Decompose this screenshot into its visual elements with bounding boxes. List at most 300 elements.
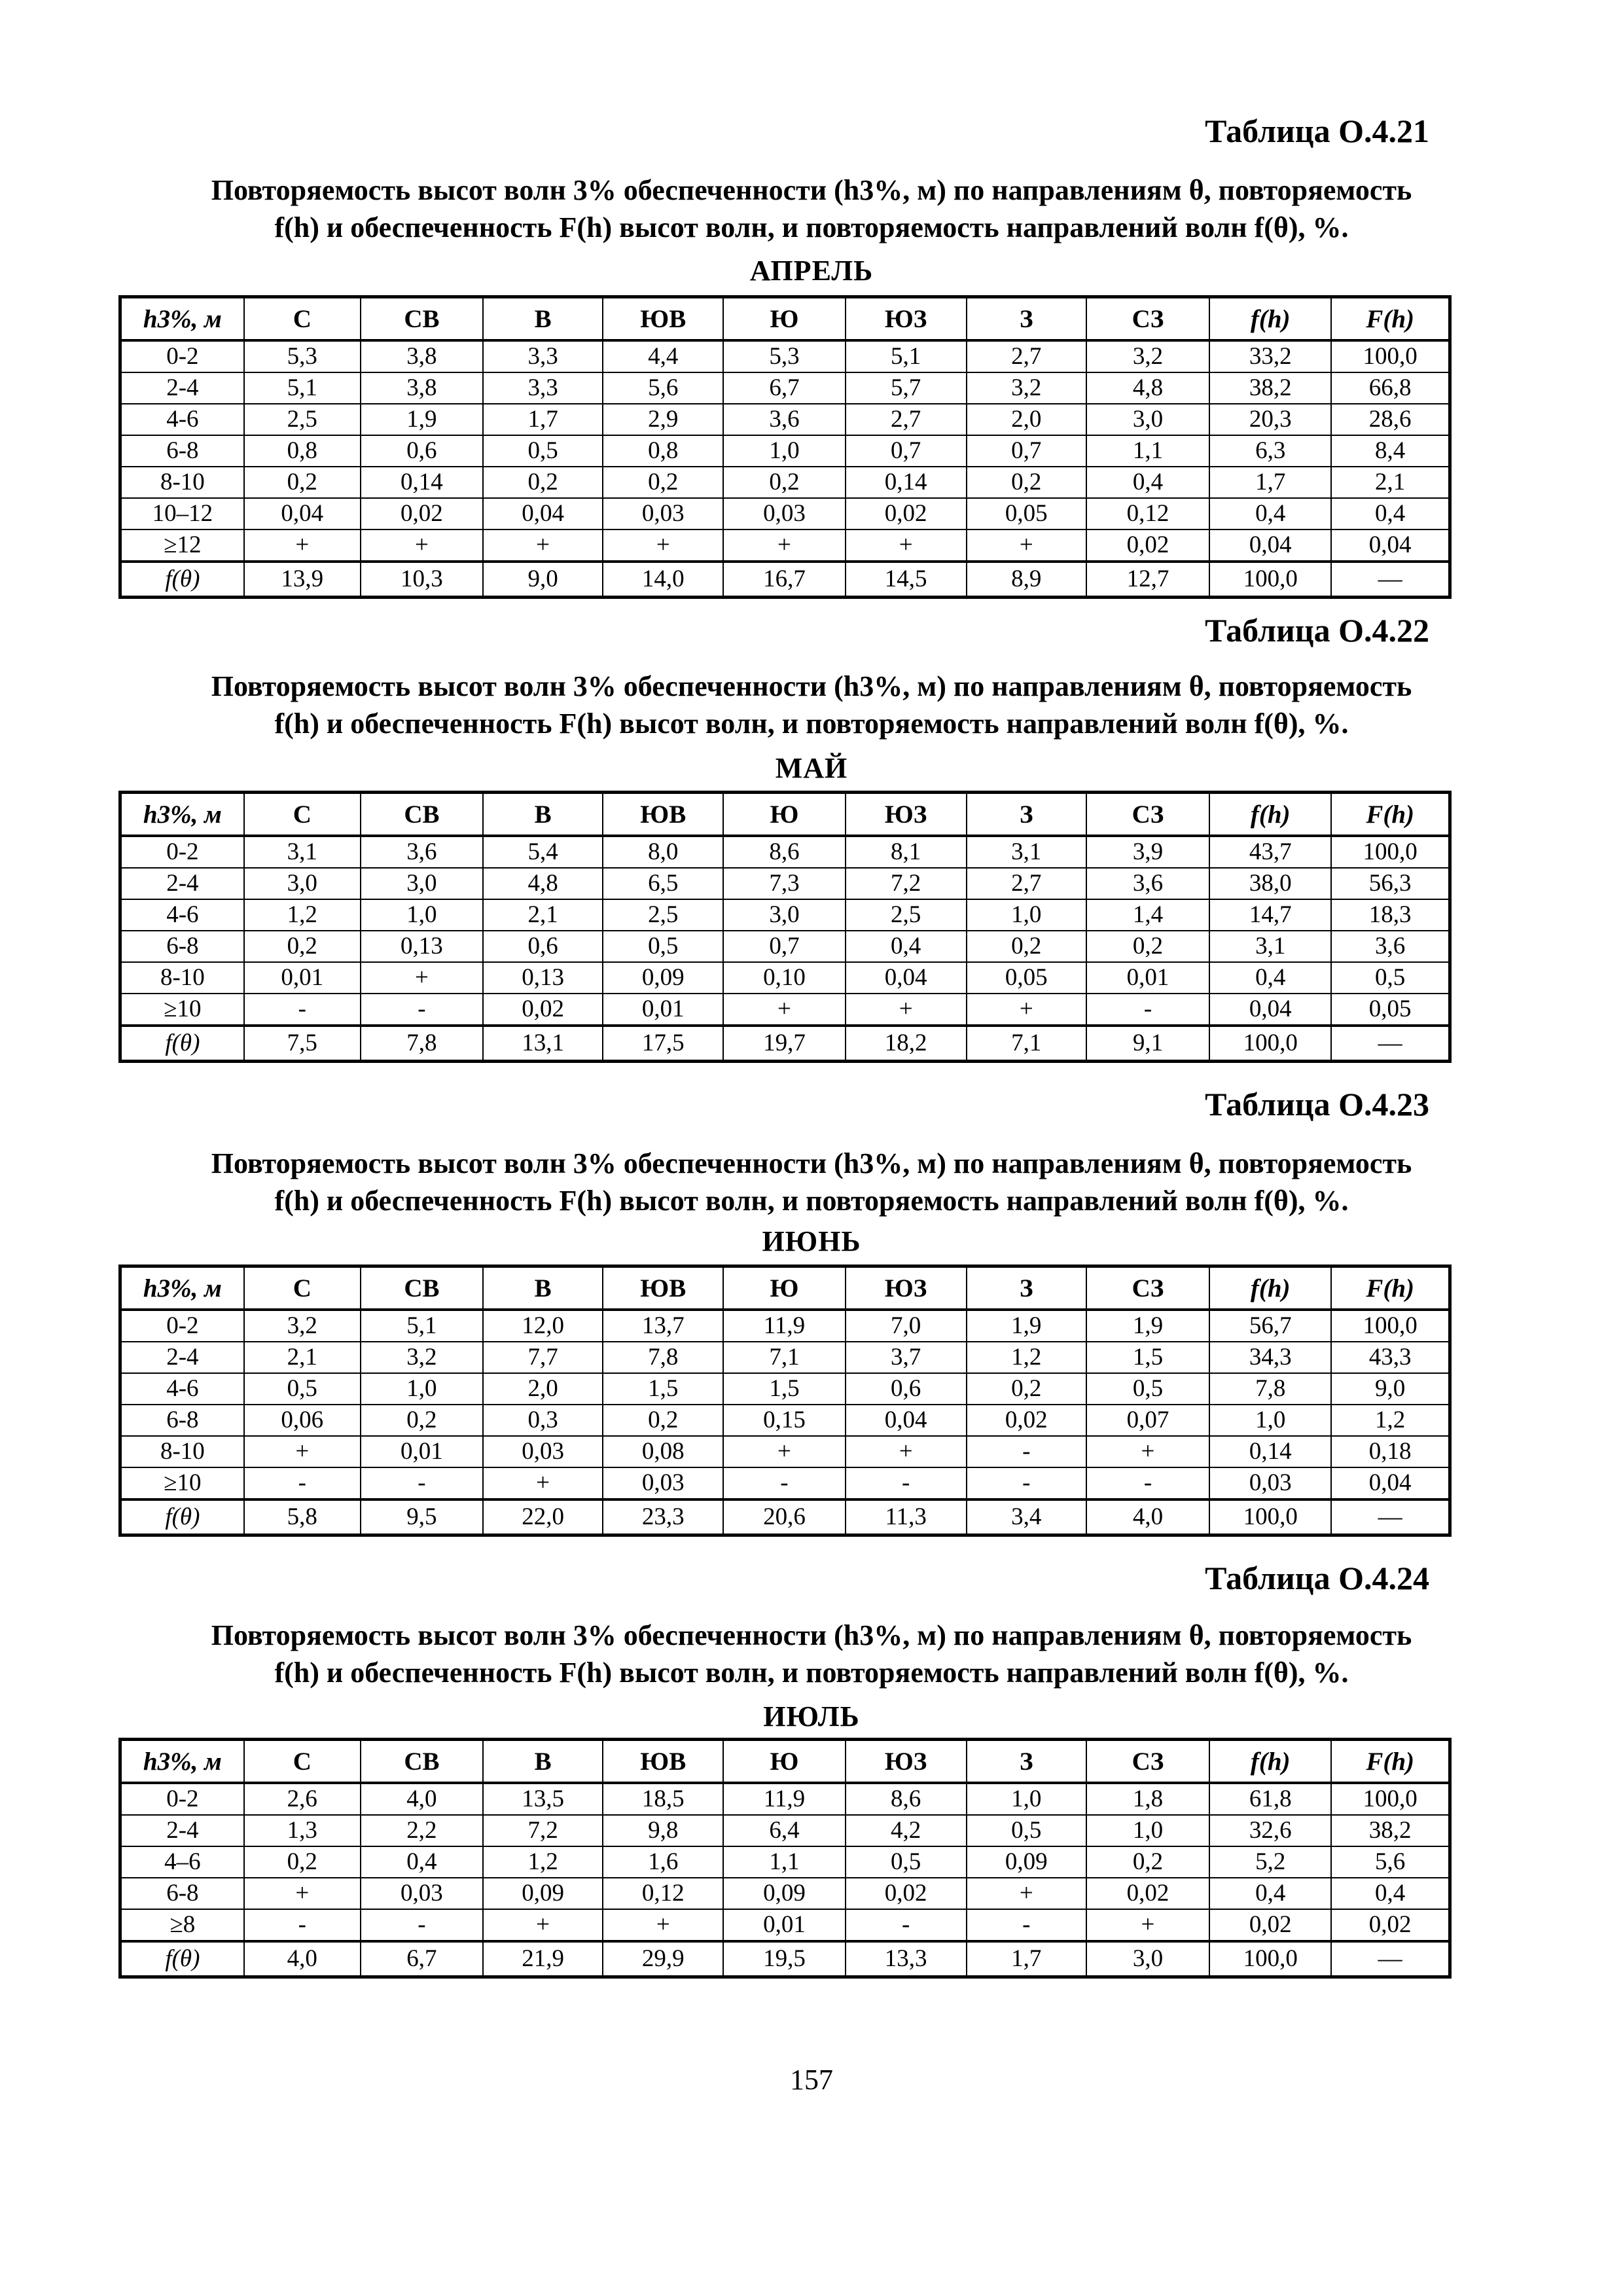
footer-cell: 100,0 xyxy=(1209,1499,1331,1535)
column-header: ЮЗ xyxy=(846,297,967,341)
table-cell: 3,6 xyxy=(1331,931,1450,962)
footer-cell: 1,7 xyxy=(967,1941,1086,1977)
footer-label: f(θ) xyxy=(120,1026,244,1062)
table-cell: 0,4 xyxy=(1209,1878,1331,1909)
table-cell: 56,7 xyxy=(1209,1310,1331,1342)
column-header: h3%, м xyxy=(120,793,244,836)
table-cell: - xyxy=(244,1909,361,1941)
column-header: С xyxy=(244,297,361,341)
table-cell: 100,0 xyxy=(1331,1310,1450,1342)
table-row xyxy=(120,1342,1450,1373)
table-row xyxy=(120,994,1450,1026)
column-header: В xyxy=(483,793,603,836)
table-cell: 1,9 xyxy=(1086,1310,1209,1342)
row-label: ≥10 xyxy=(120,1467,244,1499)
table-header-row xyxy=(120,297,1450,341)
column-header: С xyxy=(244,793,361,836)
table-cell: + xyxy=(603,529,723,562)
table-cell: + xyxy=(483,1467,603,1499)
column-header: ЮЗ xyxy=(846,1740,967,1784)
table-cell: 0,03 xyxy=(1209,1467,1331,1499)
footer-cell: 18,2 xyxy=(846,1026,967,1062)
column-header: F(h) xyxy=(1331,1740,1450,1784)
column-header: СВ xyxy=(361,297,483,341)
table-cell: 100,0 xyxy=(1331,836,1450,868)
table-row xyxy=(120,372,1450,404)
table-cell: 0,7 xyxy=(723,931,845,962)
table-cell: 0,02 xyxy=(483,994,603,1026)
table-row xyxy=(120,529,1450,562)
table-cell: 7,7 xyxy=(483,1342,603,1373)
table-cell: 3,7 xyxy=(846,1342,967,1373)
footer-cell: 9,0 xyxy=(483,562,603,598)
row-label: 0-2 xyxy=(120,1783,244,1815)
table-cell: 0,05 xyxy=(967,498,1086,529)
table-cell: 3,2 xyxy=(361,1342,483,1373)
table-cell: 3,2 xyxy=(244,1310,361,1342)
table-cell: 0,4 xyxy=(1331,498,1450,529)
column-header: З xyxy=(967,1740,1086,1784)
table-cell: 8,4 xyxy=(1331,435,1450,467)
footer-cell: 29,9 xyxy=(603,1941,723,1977)
row-label: 6-8 xyxy=(120,435,244,467)
column-header: СЗ xyxy=(1086,1740,1209,1784)
table-cell: 0,7 xyxy=(846,435,967,467)
table-cell: - xyxy=(967,1467,1086,1499)
table-cell: 0,5 xyxy=(483,435,603,467)
table-cell: 0,8 xyxy=(244,435,361,467)
table-cell: 0,04 xyxy=(1331,529,1450,562)
table-cell: 0,04 xyxy=(846,962,967,994)
footer-label: f(θ) xyxy=(120,1941,244,1977)
row-label: 2-4 xyxy=(120,868,244,899)
table-cell: 0,2 xyxy=(967,1373,1086,1405)
row-label: 4-6 xyxy=(120,899,244,931)
table-cell: 0,05 xyxy=(967,962,1086,994)
table-cell: 0,12 xyxy=(1086,498,1209,529)
table-cell: 6,5 xyxy=(603,868,723,899)
table-cell: 0,7 xyxy=(967,435,1086,467)
table-cell: 6,7 xyxy=(723,372,845,404)
table-cell: 0,2 xyxy=(603,1405,723,1436)
table-cell: 1,3 xyxy=(244,1815,361,1846)
footer-cell: 23,3 xyxy=(603,1499,723,1535)
table-cell: 13,7 xyxy=(603,1310,723,1342)
column-header: F(h) xyxy=(1331,793,1450,836)
table-cell: 7,8 xyxy=(603,1342,723,1373)
table-cell: 1,2 xyxy=(483,1846,603,1878)
column-header: С xyxy=(244,1266,361,1310)
footer-cell: 14,5 xyxy=(846,562,967,598)
footer-cell: 3,0 xyxy=(1086,1941,1209,1977)
table-cell: 1,2 xyxy=(244,899,361,931)
table-cell: + xyxy=(1086,1909,1209,1941)
column-header: Ю xyxy=(723,297,845,341)
table-number: Таблица О.4.24 xyxy=(1205,1560,1429,1596)
column-header: ЮЗ xyxy=(846,1266,967,1310)
column-header: h3%, м xyxy=(120,297,244,341)
column-header: Ю xyxy=(723,793,845,836)
table-cell: 3,1 xyxy=(967,836,1086,868)
table-cell: 0,01 xyxy=(244,962,361,994)
table-cell: + xyxy=(967,994,1086,1026)
table-cell: 1,0 xyxy=(967,1783,1086,1815)
table-cell: 2,2 xyxy=(361,1815,483,1846)
table-cell: 18,3 xyxy=(1331,899,1450,931)
table-cell: 4,8 xyxy=(483,868,603,899)
column-header: ЮВ xyxy=(603,1740,723,1784)
table-cell: 0,13 xyxy=(483,962,603,994)
row-label: 0-2 xyxy=(120,1310,244,1342)
table-cell: 1,5 xyxy=(723,1373,845,1405)
table-cell: 3,8 xyxy=(361,372,483,404)
table-cell: - xyxy=(846,1467,967,1499)
column-header: З xyxy=(967,297,1086,341)
table-cell: + xyxy=(361,529,483,562)
footer-label: f(θ) xyxy=(120,1499,244,1535)
footer-cell: — xyxy=(1331,562,1450,598)
table-cell: + xyxy=(244,529,361,562)
table-cell: 0,04 xyxy=(846,1405,967,1436)
table-cell: 11,9 xyxy=(723,1783,845,1815)
table-row xyxy=(120,868,1450,899)
column-header: F(h) xyxy=(1331,297,1450,341)
table-cell: 1,9 xyxy=(361,404,483,435)
table-cell: 3,0 xyxy=(361,868,483,899)
table-cell: 0,2 xyxy=(967,467,1086,498)
table-caption xyxy=(118,171,1505,246)
table-row xyxy=(120,404,1450,435)
caption-line-1: Повторяемость высот волн 3% обеспеченности (h3%, м) по направлениям θ, повторяемость xyxy=(211,670,1412,702)
table-cell: 0,5 xyxy=(603,931,723,962)
row-label: 4-6 xyxy=(120,404,244,435)
table-cell: 1,2 xyxy=(967,1342,1086,1373)
table-cell: 3,1 xyxy=(1209,931,1331,962)
caption-line-1: Повторяемость высот волн 3% обеспеченности (h3%, м) по направлениям θ, повторяемость xyxy=(211,1619,1412,1651)
table-cell: 0,2 xyxy=(723,467,845,498)
table-cell: 0,05 xyxy=(1331,994,1450,1026)
footer-cell: 9,1 xyxy=(1086,1026,1209,1062)
table-cell: 9,0 xyxy=(1331,1373,1450,1405)
table-cell: 5,1 xyxy=(361,1310,483,1342)
table-cell: 7,1 xyxy=(723,1342,845,1373)
table-cell: 1,5 xyxy=(1086,1342,1209,1373)
column-header: СВ xyxy=(361,1740,483,1784)
table-cell: 0,09 xyxy=(483,1878,603,1909)
wave-table xyxy=(118,791,1452,1063)
table-cell: - xyxy=(361,994,483,1026)
table-cell: - xyxy=(361,1909,483,1941)
table-cell: 5,6 xyxy=(603,372,723,404)
table-cell: 1,0 xyxy=(1086,1815,1209,1846)
table-cell: 1,1 xyxy=(1086,435,1209,467)
table-row xyxy=(120,1467,1450,1499)
table-cell: 61,8 xyxy=(1209,1783,1331,1815)
table-cell: 0,06 xyxy=(244,1405,361,1436)
table-header-row xyxy=(120,793,1450,836)
table-cell: 0,12 xyxy=(603,1878,723,1909)
wave-table xyxy=(118,1738,1452,1979)
row-label: 0-2 xyxy=(120,340,244,372)
table-cell: 1,9 xyxy=(967,1310,1086,1342)
table-cell: 7,3 xyxy=(723,868,845,899)
table-cell: 5,3 xyxy=(723,340,845,372)
column-header: СЗ xyxy=(1086,793,1209,836)
row-label: 8-10 xyxy=(120,962,244,994)
column-header: ЮЗ xyxy=(846,793,967,836)
table-cell: 3,1 xyxy=(244,836,361,868)
table-cell: 1,4 xyxy=(1086,899,1209,931)
footer-cell: 100,0 xyxy=(1209,1941,1331,1977)
table-cell: 6,3 xyxy=(1209,435,1331,467)
table-cell: 0,04 xyxy=(1209,529,1331,562)
table-cell: 0,4 xyxy=(1209,962,1331,994)
table-cell: 3,3 xyxy=(483,372,603,404)
table-cell: 0,02 xyxy=(1086,529,1209,562)
table-cell: 0,6 xyxy=(483,931,603,962)
table-cell: + xyxy=(846,529,967,562)
table-row xyxy=(120,1846,1450,1878)
table-cell: 1,0 xyxy=(361,899,483,931)
footer-cell: 13,9 xyxy=(244,562,361,598)
table-cell: - xyxy=(1086,1467,1209,1499)
table-cell: 5,1 xyxy=(244,372,361,404)
table-cell: 8,6 xyxy=(723,836,845,868)
table-cell: + xyxy=(723,994,845,1026)
table-row xyxy=(120,899,1450,931)
footer-cell: 10,3 xyxy=(361,562,483,598)
table-cell: 0,4 xyxy=(1086,467,1209,498)
row-label: ≥12 xyxy=(120,529,244,562)
table-cell: + xyxy=(603,1909,723,1941)
footer-cell: 100,0 xyxy=(1209,1026,1331,1062)
caption-line-2: f(h) и обеспеченность F(h) высот волн, и повторяемость направлений волн f(θ), %. xyxy=(274,1185,1349,1217)
table-cell: 1,7 xyxy=(1209,467,1331,498)
table-cell: 34,3 xyxy=(1209,1342,1331,1373)
table-cell: 2,7 xyxy=(846,404,967,435)
table-cell: 5,6 xyxy=(1331,1846,1450,1878)
table-cell: 0,04 xyxy=(1331,1467,1450,1499)
table-cell: 1,6 xyxy=(603,1846,723,1878)
table-cell: 0,04 xyxy=(244,498,361,529)
footer-cell: 7,1 xyxy=(967,1026,1086,1062)
table-cell: 2,9 xyxy=(603,404,723,435)
table-cell: 6,4 xyxy=(723,1815,845,1846)
table-number: Таблица О.4.22 xyxy=(1205,612,1429,649)
table-caption xyxy=(118,668,1505,742)
table-caption xyxy=(118,1145,1505,1219)
table-cell: 0,03 xyxy=(723,498,845,529)
row-label: 0-2 xyxy=(120,836,244,868)
footer-cell: 7,5 xyxy=(244,1026,361,1062)
table-cell: 32,6 xyxy=(1209,1815,1331,1846)
table-cell: + xyxy=(846,994,967,1026)
footer-cell: 4,0 xyxy=(1086,1499,1209,1535)
table-row xyxy=(120,836,1450,868)
page-number: 157 xyxy=(790,2064,833,2096)
table-cell: 0,15 xyxy=(723,1405,845,1436)
table-cell: 2,1 xyxy=(1331,467,1450,498)
table-cell: 43,7 xyxy=(1209,836,1331,868)
table-cell: + xyxy=(846,1436,967,1467)
table-header-row xyxy=(120,1266,1450,1310)
table-cell: 14,7 xyxy=(1209,899,1331,931)
table-cell: 1,8 xyxy=(1086,1783,1209,1815)
footer-cell: 14,0 xyxy=(603,562,723,598)
row-label: 4-6 xyxy=(120,1373,244,1405)
table-cell: - xyxy=(846,1909,967,1941)
caption-line-2: f(h) и обеспеченность F(h) высот волн, и повторяемость направлений волн f(θ), %. xyxy=(274,708,1349,740)
footer-cell: 22,0 xyxy=(483,1499,603,1535)
footer-cell: 20,6 xyxy=(723,1499,845,1535)
table-header-row xyxy=(120,1740,1450,1784)
table-cell: 0,02 xyxy=(1086,1878,1209,1909)
caption-line-1: Повторяемость высот волн 3% обеспеченности (h3%, м) по направлениям θ, повторяемость xyxy=(211,174,1412,206)
table-cell: + xyxy=(483,529,603,562)
table-cell: 4,8 xyxy=(1086,372,1209,404)
table-row xyxy=(120,962,1450,994)
row-label: 8-10 xyxy=(120,1436,244,1467)
table-cell: 0,01 xyxy=(723,1909,845,1941)
table-cell: 0,5 xyxy=(1331,962,1450,994)
table-cell: 0,4 xyxy=(361,1846,483,1878)
footer-cell: 6,7 xyxy=(361,1941,483,1977)
caption-line-1: Повторяемость высот волн 3% обеспеченности (h3%, м) по направлениям θ, повторяемость xyxy=(211,1147,1412,1179)
table-cell: 43,3 xyxy=(1331,1342,1450,1373)
table-cell: 0,10 xyxy=(723,962,845,994)
table-cell: 0,01 xyxy=(603,994,723,1026)
footer-cell: 13,1 xyxy=(483,1026,603,1062)
column-header: ЮВ xyxy=(603,297,723,341)
footer-cell: — xyxy=(1331,1499,1450,1535)
table-cell: 1,1 xyxy=(723,1846,845,1878)
table-cell: 0,2 xyxy=(483,467,603,498)
table-cell: 0,02 xyxy=(846,1878,967,1909)
table-cell: 7,2 xyxy=(483,1815,603,1846)
table-row xyxy=(120,498,1450,529)
table-cell: + xyxy=(967,529,1086,562)
footer-cell: 4,0 xyxy=(244,1941,361,1977)
table-cell: + xyxy=(1086,1436,1209,1467)
table-cell: 0,2 xyxy=(361,1405,483,1436)
footer-row xyxy=(120,1941,1450,1977)
table-cell: 0,04 xyxy=(1209,994,1331,1026)
footer-cell: 8,9 xyxy=(967,562,1086,598)
table-cell: 2,6 xyxy=(244,1783,361,1815)
row-label: 6-8 xyxy=(120,931,244,962)
table-cell: 5,4 xyxy=(483,836,603,868)
footer-cell: — xyxy=(1331,1941,1450,1977)
table-row xyxy=(120,435,1450,467)
footer-cell: 19,7 xyxy=(723,1026,845,1062)
column-header: В xyxy=(483,1266,603,1310)
column-header: f(h) xyxy=(1209,297,1331,341)
table-cell: 0,02 xyxy=(846,498,967,529)
row-label: ≥8 xyxy=(120,1909,244,1941)
footer-row xyxy=(120,1499,1450,1535)
table-cell: 66,8 xyxy=(1331,372,1450,404)
table-cell: 20,3 xyxy=(1209,404,1331,435)
table-cell: 0,6 xyxy=(846,1373,967,1405)
table-cell: 3,6 xyxy=(1086,868,1209,899)
column-header: f(h) xyxy=(1209,1266,1331,1310)
table-cell: + xyxy=(723,1436,845,1467)
footer-cell: 9,5 xyxy=(361,1499,483,1535)
table-cell: 2,7 xyxy=(967,340,1086,372)
footer-row xyxy=(120,562,1450,598)
table-cell: 2,5 xyxy=(244,404,361,435)
table-cell: 4,0 xyxy=(361,1783,483,1815)
column-header: СЗ xyxy=(1086,297,1209,341)
table-cell: 2,5 xyxy=(846,899,967,931)
column-header: h3%, м xyxy=(120,1266,244,1310)
table-cell: 0,5 xyxy=(846,1846,967,1878)
table-cell: 2,1 xyxy=(244,1342,361,1373)
table-cell: 38,0 xyxy=(1209,868,1331,899)
table-cell: - xyxy=(967,1909,1086,1941)
column-header: f(h) xyxy=(1209,1740,1331,1784)
table-number: Таблица О.4.21 xyxy=(1205,113,1429,149)
table-cell: - xyxy=(1086,994,1209,1026)
footer-cell: 100,0 xyxy=(1209,562,1331,598)
table-cell: 3,2 xyxy=(967,372,1086,404)
table-cell: 0,5 xyxy=(244,1373,361,1405)
table-cell: 8,0 xyxy=(603,836,723,868)
table-cell: 0,03 xyxy=(361,1878,483,1909)
month-heading: ИЮЛЬ xyxy=(763,1700,860,1732)
table-cell: 3,0 xyxy=(244,868,361,899)
table-cell: 9,8 xyxy=(603,1815,723,1846)
table-cell: 0,09 xyxy=(967,1846,1086,1878)
table-cell: 28,6 xyxy=(1331,404,1450,435)
table-cell: 1,0 xyxy=(723,435,845,467)
table-row xyxy=(120,340,1450,372)
table-cell: 3,2 xyxy=(1086,340,1209,372)
table-cell: 0,5 xyxy=(1086,1373,1209,1405)
table-cell: 3,3 xyxy=(483,340,603,372)
table-cell: 0,4 xyxy=(846,931,967,962)
month-heading: ИЮНЬ xyxy=(762,1225,861,1257)
table-cell: 0,04 xyxy=(483,498,603,529)
table-cell: + xyxy=(244,1878,361,1909)
table-cell: - xyxy=(967,1436,1086,1467)
column-header: З xyxy=(967,1266,1086,1310)
table-cell: 5,1 xyxy=(846,340,967,372)
table-cell: 4,2 xyxy=(846,1815,967,1846)
table-cell: 0,2 xyxy=(244,1846,361,1878)
table-cell: 1,0 xyxy=(1209,1405,1331,1436)
footer-cell: 13,3 xyxy=(846,1941,967,1977)
table-cell: 0,4 xyxy=(1331,1878,1450,1909)
table-cell: - xyxy=(244,1467,361,1499)
table-cell: 33,2 xyxy=(1209,340,1331,372)
footer-cell: 7,8 xyxy=(361,1026,483,1062)
table-row xyxy=(120,1783,1450,1815)
table-cell: - xyxy=(723,1467,845,1499)
column-header: СЗ xyxy=(1086,1266,1209,1310)
footer-cell: 17,5 xyxy=(603,1026,723,1062)
table-cell: 5,2 xyxy=(1209,1846,1331,1878)
table-cell: 0,03 xyxy=(603,1467,723,1499)
footer-cell: 12,7 xyxy=(1086,562,1209,598)
table-cell: 0,07 xyxy=(1086,1405,1209,1436)
table-cell: 2,1 xyxy=(483,899,603,931)
column-header: ЮВ xyxy=(603,793,723,836)
table-cell: 0,01 xyxy=(361,1436,483,1467)
footer-cell: 3,4 xyxy=(967,1499,1086,1535)
row-label: 2-4 xyxy=(120,372,244,404)
table-cell: 3,0 xyxy=(1086,404,1209,435)
